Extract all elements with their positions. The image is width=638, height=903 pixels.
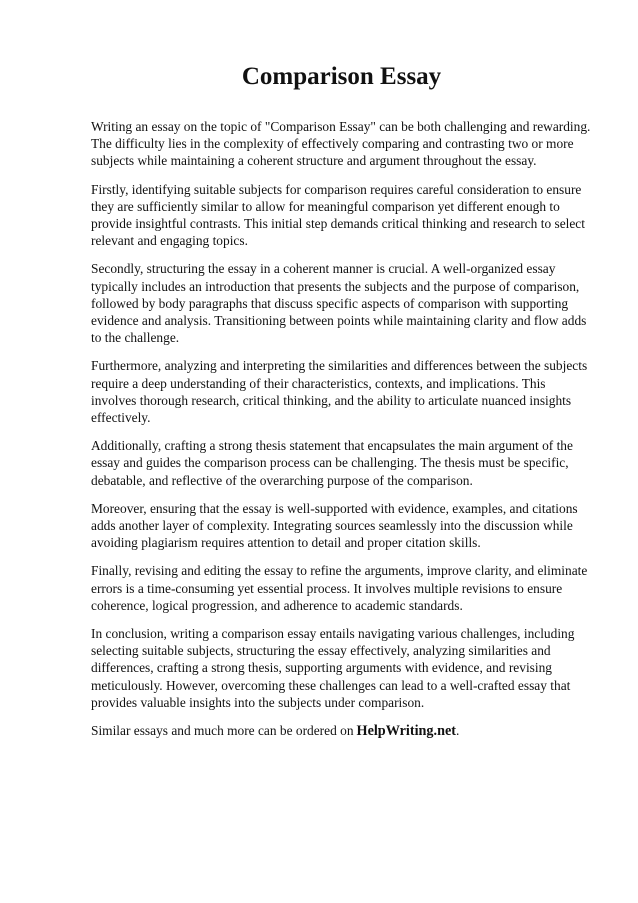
helpwriting-link[interactable]: HelpWriting.net	[356, 723, 456, 740]
closing-text: Similar essays and much more can be ordered on	[91, 723, 354, 739]
paragraph-moreover: Moreover, ensuring that the essay is well-supported with evidence, examples, and citations adds another layer of complexity. Integrating sources seamlessly into the discussion while avoiding plagiarism requires attention to detail and proper citation skills.	[91, 500, 578, 551]
paragraph-additionally: Additionally, crafting a strong thesis statement that encapsulates the main argument of the essay and guides the comparison process can be challenging. The thesis must be specific, debatable, and reflective of the overarching purpose of the comparison.	[91, 438, 573, 488]
paragraph-secondly: Secondly, structuring the essay in a coherent manner is crucial. A well-organized essay typically includes an introduction that presents the subjects and the purpose of comparison, followed by body paragraphs that discuss specific aspects of comparison with supporting evidence and analysis. Transitioning between points while maintaining clarity and flow adds to the challenge.	[91, 261, 587, 346]
paragraph-firstly: Firstly, identifying suitable subjects for comparison requires careful consideration to ensure they are sufficiently similar to allow for meaningful comparison yet different enough to provide insightful contrasts. This initial step demands critical thinking and research to select relevant and engaging topics.	[91, 181, 585, 249]
paragraph-intro: Writing an essay on the topic of "Comparison Essay" can be both challenging and rewarding. The difficulty lies in the complexity of effectively comparing and contrasting two or more subjects while maintaining a coherent structure and argument throughout the essay.	[91, 119, 591, 169]
closing-line	[91, 722, 592, 740]
paragraph-conclusion: In conclusion, writing a comparison essay entails navigating various challenges, including selecting suitable subjects, structuring the essay effectively, analyzing similarities and differences, crafting a strong thesis, supporting arguments with evidence, and revising meticulously. However, overcoming these challenges can lead to a well-crafted essay that provides valuable insights into the subjects under comparison.	[91, 626, 575, 710]
paragraph-furthermore: Furthermore, analyzing and interpreting the similarities and differences between the subjects require a deep understanding of their characteristics, contexts, and implications. This involves thorough research, critical thinking, and the ability to articulate nuanced insights effectively.	[91, 358, 588, 426]
closing-period: .	[455, 723, 460, 739]
page-title: Comparison Essay	[241, 63, 442, 90]
paragraph-finally: Finally, revising and editing the essay to refine the arguments, improve clarity, and eliminate errors is a time-consuming yet essential process. It involves multiple revisions to ensure coherence, logical progression, and adherence to academic standards.	[91, 563, 588, 613]
